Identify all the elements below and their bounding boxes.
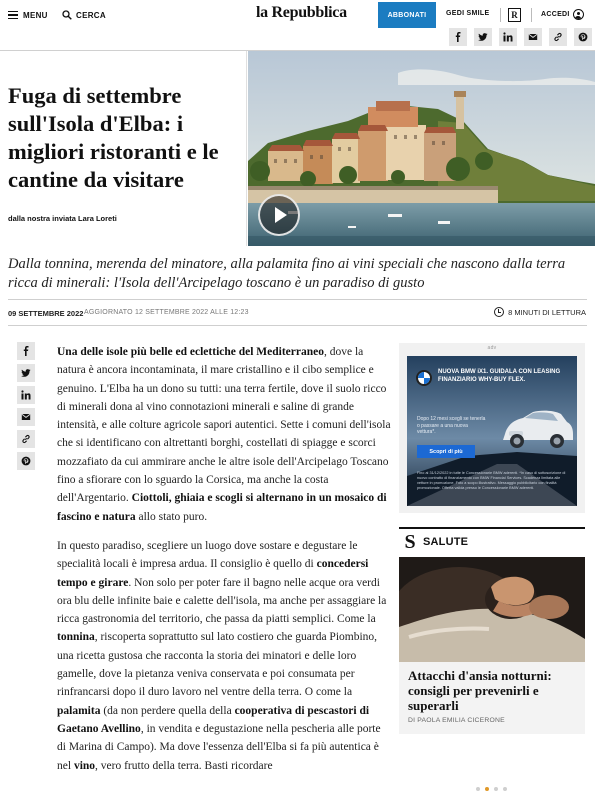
login-label: ACCEDI	[541, 11, 570, 18]
text-run: , riscoperta soprattutto sul lato costiero che guarda Piombino, una ricetta gustosa che racconta la storia dei minatori e delle loro gamelle, dove la pietanza veniva conservata e poi consumata per rinfrancarsi dopo il duro lavoro nel ventre della terra. O come la	[57, 631, 378, 699]
email-icon[interactable]	[17, 408, 35, 426]
text-run: , vero frutto della terra. Basti ricordare	[95, 759, 273, 772]
hero-video-thumbnail[interactable]	[248, 51, 595, 246]
ad-fine-print: Fino al 31/12/2022 in tutte le Concessionarie BMW aderenti. *In caso di sottoscrizione di nuovo contratto di finanziamento con BMW Financial Services. Scadenza limitata alle vetture in promozione. Foto a scopo illustrativo. Messaggio pubblicitario con finalità promozionale. Offerta valida presso le Concessionarie BMW aderenti.	[417, 471, 566, 490]
text-run: Una delle isole più belle ed eclettiche del Mediterraneo	[57, 346, 324, 358]
clock-icon	[494, 307, 504, 317]
text-run: (da non perdere quella della	[100, 704, 235, 717]
bmw-logo-icon	[416, 370, 432, 386]
text-run: tonnina	[57, 631, 95, 644]
linkedin-icon[interactable]	[499, 28, 517, 46]
read-time-label: 8 MINUTI DI LETTURA	[508, 307, 586, 317]
facebook-icon[interactable]	[17, 342, 35, 360]
car-image	[499, 406, 573, 450]
top-bar	[0, 0, 595, 30]
facebook-icon[interactable]	[449, 28, 467, 46]
salute-card-author: DI PAOLA EMILIA CICERONE	[408, 717, 505, 724]
article-paragraph	[57, 537, 391, 775]
text-run: vino	[73, 759, 96, 772]
divider	[500, 8, 501, 22]
text-run: Ciottoli, ghiaia e scogli si alternano in un mosaico di fascino e natura	[57, 492, 387, 523]
gedi-smile-link[interactable]: GEDI SMILE	[446, 10, 490, 17]
ad-label: adv	[487, 345, 497, 351]
login-button[interactable]	[541, 9, 584, 20]
ad-headline: NUOVA BMW iX1. GUIDALA CON LEASING FINANZIARIO WHY-BUY FLEX.	[438, 369, 561, 383]
salute-card-image[interactable]	[399, 557, 585, 662]
divider	[531, 8, 532, 22]
text-run: , dove la natura è ancora incontaminata, il mare cristallino e il cibo semplice e genuino. L'Elba ha un dono su tutti: una terra fertile, dove il suolo ricco di minerali dona al vino connotazioni minerali e saline di grande intensità, e alle colture agricole sapori autentici. Sette i comuni dell'isola che si identificano con altrettanti borghi, costellati di spiagge e scorci mozzafiato da cui ammirare anche le altre isole dell'Arcipelago Toscano fino a sfiorare con lo sguardo la Corsica, ma anche la costa dell'Argentario.	[57, 346, 391, 505]
updated-date: AGGIORNATO 12 SETTEMBRE 2022 ALLE 12:23	[84, 309, 249, 316]
menu-button[interactable]	[8, 8, 48, 22]
email-icon[interactable]	[524, 28, 542, 46]
section-divider	[399, 527, 585, 529]
site-logo[interactable]: la Repubblica	[256, 4, 347, 21]
linkedin-icon[interactable]	[17, 386, 35, 404]
read-time	[494, 307, 586, 317]
search-icon	[62, 10, 72, 20]
ad-cta-button[interactable]: Scopri di più	[417, 445, 475, 458]
share-bar-top	[449, 28, 592, 46]
ad-container	[399, 343, 585, 513]
text-run: In questo paradiso, scegliere un luogo dove sostare e degustare le specialità locali è impresa ardua. Il consiglio è quello di	[57, 539, 358, 571]
publish-date: 09 SETTEMBRE 2022	[8, 309, 84, 318]
article-title: Fuga di settembre sull'Isola d'Elba: i migliori ristoranti e le cantine da visitare	[8, 83, 219, 192]
bmw-ad-banner[interactable]	[407, 356, 577, 506]
share-bar-side	[17, 342, 35, 470]
user-icon	[573, 9, 584, 20]
salute-card-title[interactable]: Attacchi d'ansia notturni: consigli per prevenirli e superarli	[408, 668, 552, 713]
pinterest-icon[interactable]	[574, 28, 592, 46]
twitter-icon[interactable]	[474, 28, 492, 46]
text-run: . Non solo per poter fare il bagno nelle acque ora verdi ora blu delle infinite baie e calette dell'isola, ma anche per assaggiare la ricca gastronomia del territorio, che passa da piatti semplici. Come la	[57, 576, 387, 626]
article-byline: dalla nostra inviata Lara Loreti	[8, 214, 117, 223]
section-title: SALUTE	[423, 536, 469, 548]
carousel-dot-active[interactable]	[485, 787, 489, 791]
article-paragraph	[57, 343, 391, 526]
hero-divider	[246, 51, 247, 246]
subscribe-button[interactable]: ABBONATI	[378, 2, 436, 28]
search-button[interactable]	[62, 8, 106, 22]
salute-logo-icon: S	[404, 531, 416, 553]
carousel-dot[interactable]	[494, 787, 498, 791]
play-video-button[interactable]	[258, 194, 300, 236]
link-icon[interactable]	[549, 28, 567, 46]
repubblica-r-icon[interactable]: R	[508, 8, 521, 22]
twitter-icon[interactable]	[17, 364, 35, 382]
menu-label: MENU	[23, 10, 48, 20]
search-label: CERCA	[76, 10, 106, 20]
ad-offer: Dopo 12 mesi scegli se tenerla o passare a una nuova vettura*.	[417, 416, 486, 435]
text-run: concedersi tempo e girare	[57, 558, 369, 589]
meta-divider-top	[8, 299, 587, 300]
text-run: allo stato puro.	[135, 510, 208, 523]
article-subtitle: Dalla tonnina, merenda del minatore, alla palamita fino ai vini speciali che nascono dalla terra ricca di minerali: l'Isola dell'Arcipelago toscano è un paradiso di gusto	[8, 256, 566, 291]
link-icon[interactable]	[17, 430, 35, 448]
article-body	[57, 343, 391, 786]
text-run: cooperativa di pescastori di Gaetano Avellino	[57, 704, 370, 735]
text-run: palamita	[57, 704, 101, 717]
carousel-dot[interactable]	[503, 787, 507, 791]
carousel-dot[interactable]	[476, 787, 480, 791]
pinterest-icon[interactable]	[17, 452, 35, 470]
meta-divider-bottom	[8, 325, 587, 326]
text-run: , in vendita e degustazione nella pescheria alle porte di Marina di Campo). Ma dove l'essenza dell'Elba si fa più autentica è nel	[57, 722, 381, 772]
carousel-dots[interactable]	[476, 787, 507, 791]
hamburger-icon	[8, 11, 18, 19]
section-header-salute[interactable]	[403, 533, 468, 551]
